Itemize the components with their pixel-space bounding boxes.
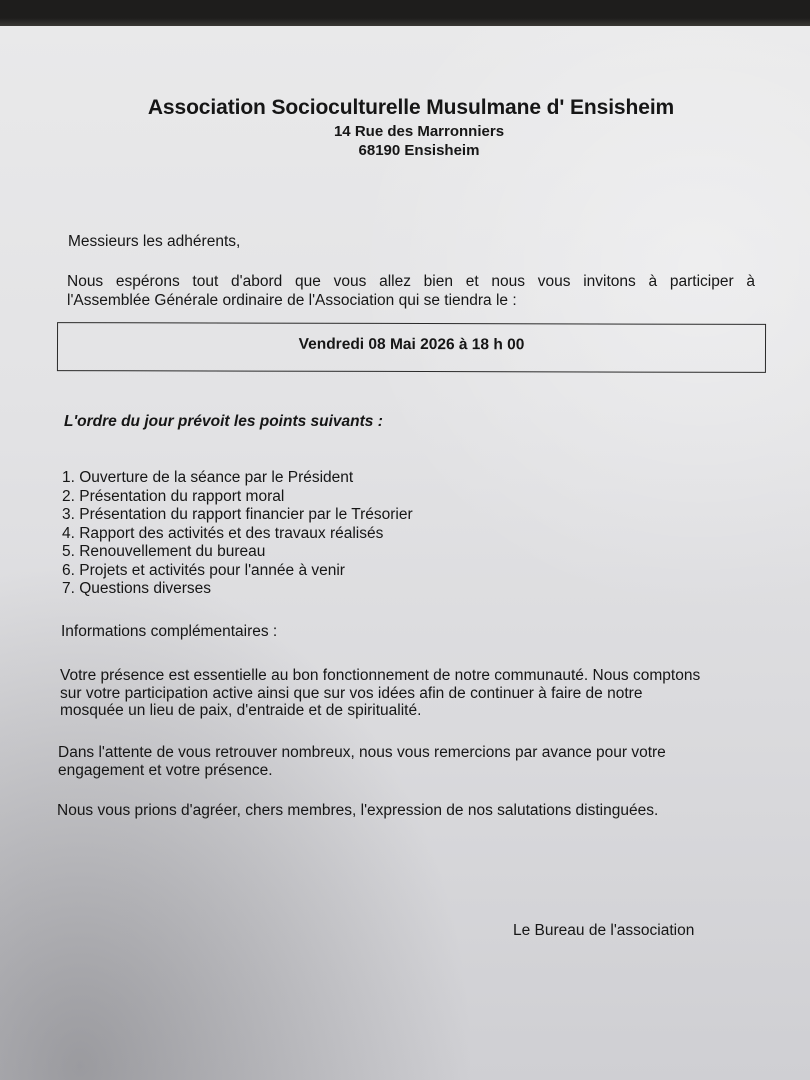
agenda-item: 6. Projets et activités pour l'année à venir [62,561,345,579]
address-street: 14 Rue des Marronniers [333,123,505,140]
closing-formula: Nous vous prions d'agréer, chers membres, l'expression de nos salutations distinguées. [57,802,659,819]
paragraph-presence [60,667,700,720]
meeting-date: Vendredi 08 Mai 2026 à 18 h 00 [298,335,525,354]
agenda-item: 4. Rapport des activités et des travaux réalisés [62,524,384,542]
meeting-date-box [57,322,766,373]
paragraph-line: Dans l'attente de vous retrouver nombreux, nous vous remercions par avance pour votre [58,744,666,761]
paragraph-line: engagement et votre présence. [58,761,273,779]
agenda-item: 5. Renouvellement du bureau [62,543,266,560]
agenda-item: 2. Présentation du rapport moral [62,487,285,505]
address-city: 68190 Ensisheim [358,142,480,159]
paragraph-thanks [58,744,666,779]
agenda-item: 3. Présentation du rapport financier par le Trésorier [62,506,413,523]
letter-page [0,26,810,1080]
paragraph-line: Votre présence est essentielle au bon fonctionnement de notre communauté. Nous comptons [60,667,701,684]
paragraph-line: mosquée un lieu de paix, d'entraide et de spiritualité. [60,702,422,719]
signature: Le Bureau de l'association [513,922,695,939]
agenda-item: 7. Questions diverses [62,580,212,597]
agenda-heading: L'ordre du jour prévoit les points suivants : [64,413,383,430]
greeting: Messieurs les adhérents, [68,233,241,250]
agenda-item: 1. Ouverture de la séance par le Président [62,469,354,486]
intro-line-1: Nous espérons tout d'abord que vous allez bien et nous vous invitons à participer à [67,273,755,290]
agenda-list [62,469,413,599]
paragraph-line: sur votre participation active ainsi que sur vos idées afin de continuer à faire de notre [60,684,643,702]
info-heading: Informations complémentaires : [61,623,278,640]
organization-name: Association Socioculturelle Musulmane d' Ensisheim [147,96,675,119]
intro-line-2: l'Assemblée Générale ordinaire de l'Association qui se tiendra le : [67,292,517,309]
intro-paragraph [67,272,755,310]
